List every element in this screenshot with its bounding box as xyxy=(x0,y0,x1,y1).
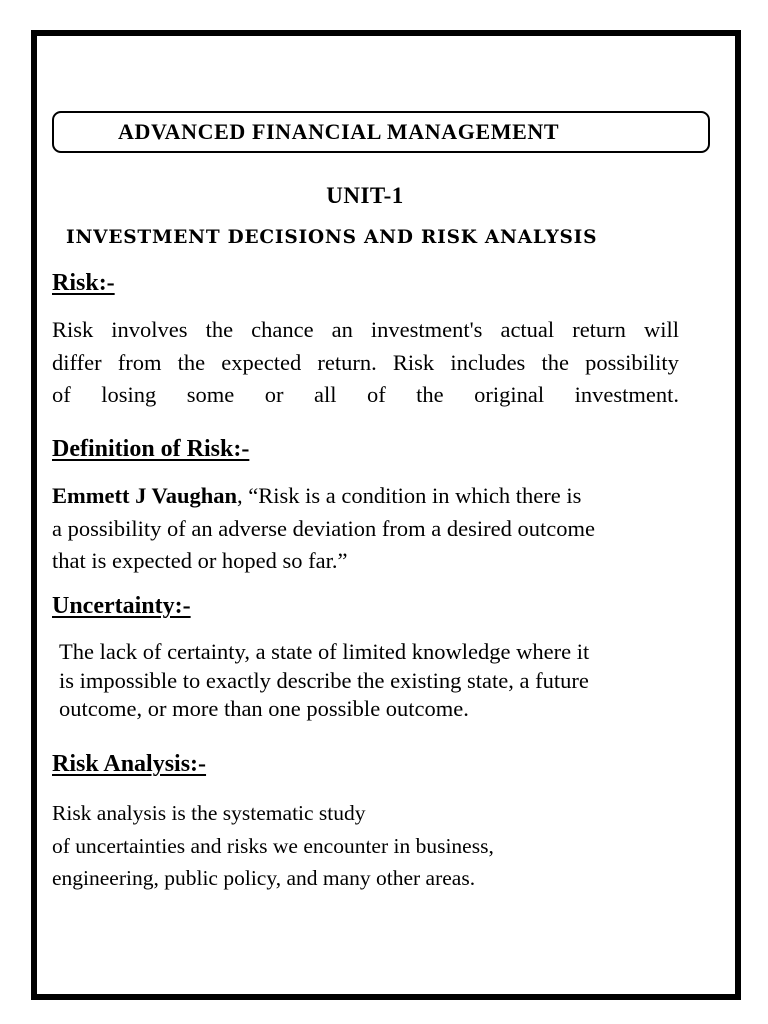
word: of xyxy=(52,382,71,407)
word: return xyxy=(572,317,626,342)
uncertainty-heading: Uncertainty:- xyxy=(52,593,191,619)
risk-analysis-paragraph xyxy=(52,797,672,895)
risk-heading: Risk:- xyxy=(52,270,115,296)
risk-line-3 xyxy=(52,379,679,412)
word: an xyxy=(331,317,353,342)
risk-analysis-line-2: of uncertainties and risks we encounter in business, xyxy=(52,833,494,858)
word: the xyxy=(541,349,569,375)
word: losing xyxy=(101,382,157,407)
word: Risk xyxy=(392,349,435,375)
chapter-subtitle: INVESTMENT DECISIONS AND RISK ANALYSIS xyxy=(66,227,598,248)
word: expected xyxy=(221,349,302,375)
word: the xyxy=(205,317,234,342)
uncertainty-line-2: is impossible to exactly describe the existing state, a future xyxy=(59,667,589,693)
word: actual xyxy=(500,317,555,342)
word: all xyxy=(313,382,337,407)
word: investment's xyxy=(370,317,483,342)
risk-analysis-line-3: engineering, public policy, and many other areas. xyxy=(52,866,476,890)
definition-author: Emmett J Vaughan xyxy=(52,483,238,508)
risk-line-1 xyxy=(52,314,679,347)
word: differ xyxy=(52,349,102,375)
uncertainty-line-1: The lack of certainty, a state of limited knowledge where it xyxy=(59,639,590,664)
risk-analysis-heading: Risk Analysis:- xyxy=(52,751,207,777)
word: or xyxy=(264,382,284,407)
word: of xyxy=(366,382,386,407)
uncertainty-line-3: outcome, or more than one possible outcome. xyxy=(59,696,469,721)
risk-line-2 xyxy=(52,347,679,380)
word: some xyxy=(186,382,235,407)
definition-line-1-text: , “Risk is a condition in which there is xyxy=(237,483,582,508)
definition-line-2: a possibility of an adverse deviation from a desired outcome xyxy=(52,515,595,541)
word: possibility xyxy=(585,349,679,375)
word: from xyxy=(117,349,162,375)
word: investment. xyxy=(574,382,679,407)
risk-paragraph xyxy=(52,314,679,412)
word: involves xyxy=(111,317,188,342)
definition-line-3: that is expected or hoped so far.” xyxy=(52,548,348,573)
unit-label: UNIT-1 xyxy=(326,183,404,208)
risk-analysis-line-1: Risk analysis is the systematic study xyxy=(52,801,366,825)
word: original xyxy=(474,382,545,407)
word: return. xyxy=(317,349,377,375)
word: chance xyxy=(251,317,314,342)
definition-line-1 xyxy=(52,480,682,513)
word: will xyxy=(643,317,679,342)
word: the xyxy=(177,349,206,375)
document-title: ADVANCED FINANCIAL MANAGEMENT xyxy=(118,119,560,144)
word: Risk xyxy=(52,317,94,342)
definition-heading: Definition of Risk:- xyxy=(52,436,250,462)
word: includes xyxy=(450,349,526,375)
word: the xyxy=(416,382,444,407)
uncertainty-paragraph xyxy=(59,638,681,724)
definition-paragraph xyxy=(52,480,682,578)
